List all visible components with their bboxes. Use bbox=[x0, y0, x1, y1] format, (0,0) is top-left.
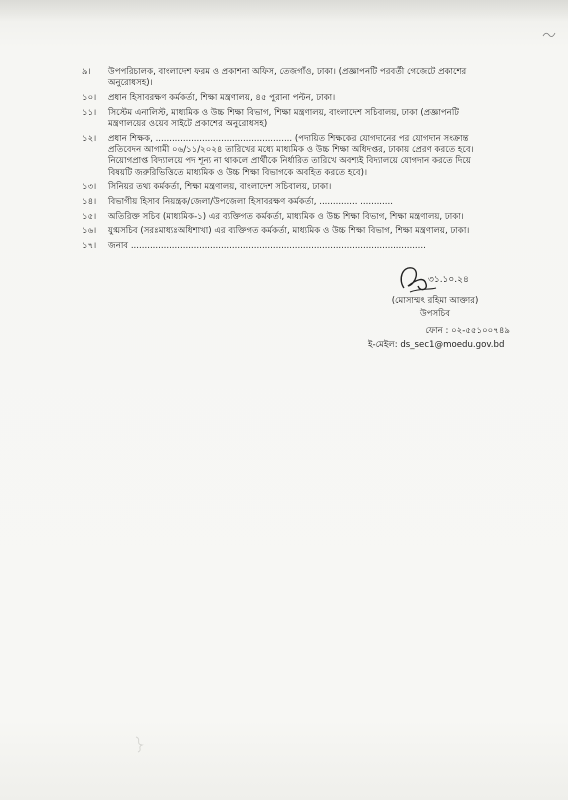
item-number: ১৩। bbox=[82, 182, 97, 193]
item-text: প্রধান হিসাবরক্ষণ কর্মকর্তা, শিক্ষা মন্ত্রণালয়, ৪৫ পুরানা পল্টন, ঢাকা। bbox=[108, 93, 336, 103]
item-text: প্রধান শিক্ষক, .................................................. (পদায়িত শিক্ষকের যোগদানের পর যোগদান সংক্রান্ত প্রতিবেদন আগামী ০৬/১১/২০২৪ তারিখের মধ্যে মাধ্যমিক ও উচ্চ শিক্ষা অধিদপ্তর, ঢাকায় প্রেরণ করতে হবে। নিয়োগপ্রাপ্ত বিদ্যালয়ে পদ শূন্য না থাকলে প্রার্থীকে নির্ধারিত তারিখে অবশ্যই বিদ্যালয়ে যোগদান করতে দিয়ে বিষয়টি জরুরিভিত্তিতে মাধ্যমিক ও উচ্চ শিক্ষা বিভাগকে অবহিত করতে হবে)। bbox=[108, 133, 474, 178]
list-item bbox=[82, 93, 492, 104]
item-text: জনাব ............................................................................................................ bbox=[108, 240, 426, 251]
list-item bbox=[82, 108, 492, 131]
signature-date: ৩১.১০.২৪ bbox=[428, 275, 469, 285]
signature-image bbox=[390, 258, 480, 298]
item-text: উপপরিচালক, বাংলাদেশ ফরম ও প্রকাশনা অফিস, তেজগাঁও, ঢাকা। (প্রজ্ঞাপনটি পরবর্তী গেজেটে প্রকাশের অনুরোধসহ)। bbox=[108, 67, 467, 89]
signatory-title: উপসচিব bbox=[419, 309, 451, 319]
scan-shadow bbox=[0, 0, 568, 22]
item-number: ১৭। bbox=[82, 240, 97, 251]
item-text: যুগ্মসচিব (সরঃমাধ্যঃঅধিশাখা) এর ব্যক্তিগত কর্মকর্তা, মাধ্যমিক ও উচ্চ শিক্ষা বিভাগ, শিক্ষা মন্ত্রণালয়, ঢাকা। bbox=[108, 226, 470, 237]
item-text: সিস্টেম এনালিস্ট, মাধ্যমিক ও উচ্চ শিক্ষা বিভাগ, শিক্ষা মন্ত্রণালয়, বাংলাদেশ সচিবালয়, ঢাকা (প্রজ্ঞাপনটি মন্ত্রণালয়ের ওয়েব সাইটে প্রকাশের অনুরোধসহ) bbox=[108, 107, 459, 129]
item-text: বিভাগীয় হিসাব নিয়ন্ত্রক/জেলা/উপজেলা হিসাবরক্ষণ কর্মকর্তা, .............. ............ bbox=[108, 197, 393, 207]
faint-scan-mark-icon bbox=[133, 735, 147, 753]
item-text: অতিরিক্ত সচিব (মাধ্যমিক-১) এর ব্যক্তিগত কর্মকর্তা, মাধ্যমিক ও উচ্চ শিক্ষা বিভাগ, শিক্ষা মন্ত্রণালয়, ঢাকা। bbox=[108, 211, 464, 222]
item-number: ১৬। bbox=[82, 226, 97, 237]
distribution-list bbox=[82, 67, 492, 255]
signature-block bbox=[360, 250, 540, 390]
signatory-email: ই-মেইল: ds_sec1@moedu.gov.bd bbox=[368, 340, 505, 350]
list-item bbox=[82, 212, 492, 223]
list-item bbox=[82, 197, 492, 208]
item-text: সিনিয়র তথ্য কর্মকর্তা, শিক্ষা মন্ত্রণালয়, বাংলাদেশ সচিবালয়, ঢাকা। bbox=[108, 182, 332, 193]
list-item bbox=[82, 226, 492, 237]
list-item bbox=[82, 134, 492, 180]
item-number: ১৫। bbox=[82, 211, 97, 222]
item-number: ১২। bbox=[82, 133, 97, 144]
item-number: ১৪। bbox=[82, 197, 97, 207]
signatory-name: (মোসাম্মৎ রহিমা আক্তার) bbox=[391, 296, 479, 306]
corner-scribble-icon bbox=[542, 30, 556, 38]
list-item bbox=[82, 67, 492, 90]
list-item bbox=[82, 182, 492, 193]
item-number: ৯। bbox=[82, 67, 91, 77]
item-number: ১০। bbox=[82, 93, 97, 103]
item-number: ১১। bbox=[82, 107, 97, 118]
signatory-phone: ফোন : ০২-৫৫১০০৭৪৯ bbox=[425, 326, 510, 336]
